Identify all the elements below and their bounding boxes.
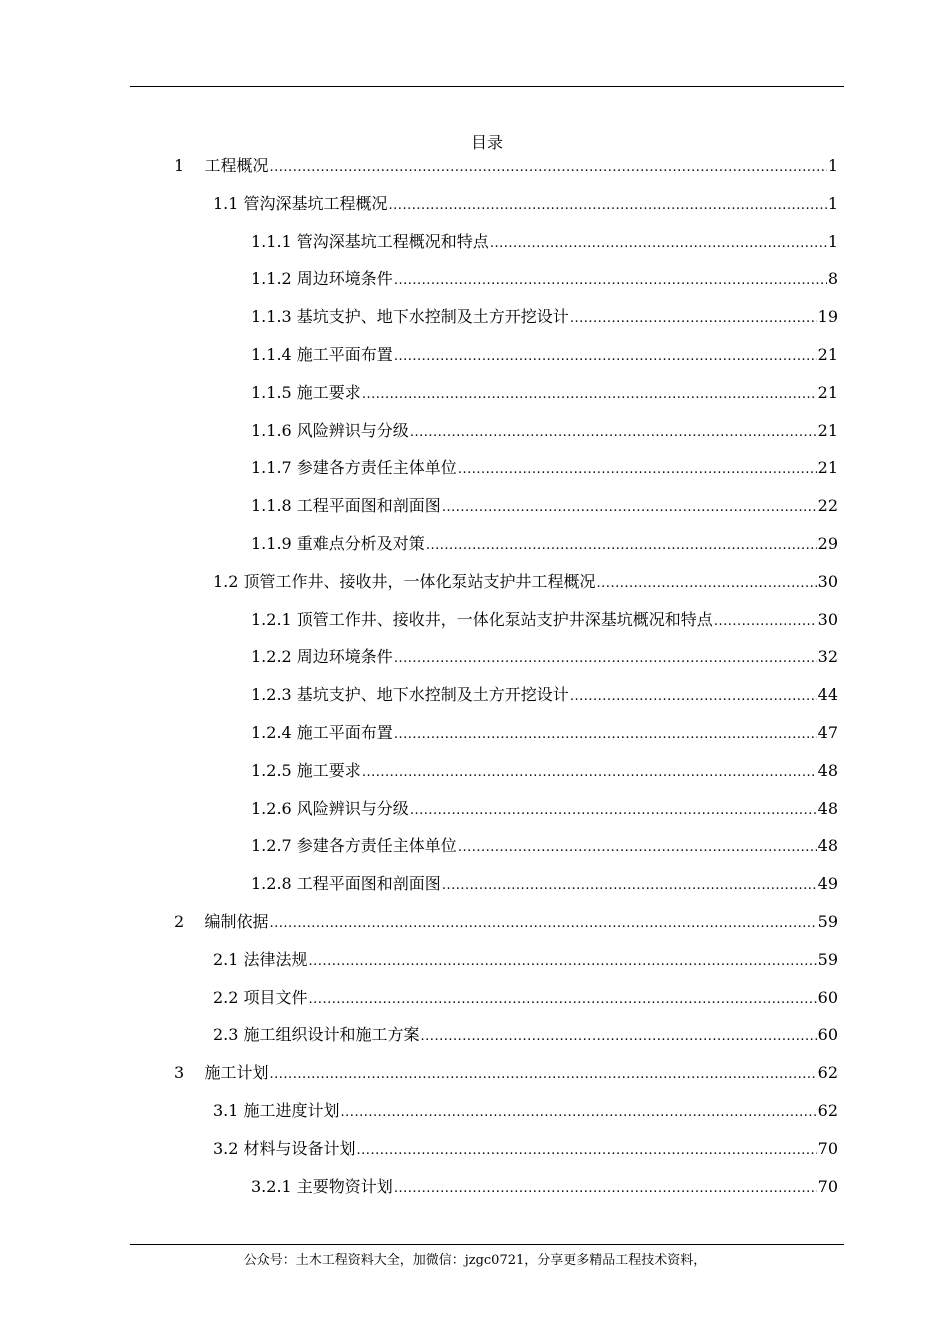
toc-entry[interactable] (251, 450, 838, 486)
toc-entry[interactable] (213, 942, 838, 978)
toc-leader-dots (410, 793, 817, 829)
toc-entry-label: 2.2 项目文件 (213, 987, 308, 1007)
toc-entry-label: 1.1.8 工程平面图和剖面图 (251, 496, 441, 516)
toc-entry-label: 1.1 管沟深基坑工程概况 (213, 193, 388, 213)
toc-entry-page: 44 (817, 685, 838, 705)
toc-leader-dots (442, 490, 817, 526)
footer-rule (130, 1244, 844, 1245)
toc-leader-dots (270, 906, 817, 942)
toc-entry-page: 19 (817, 307, 838, 327)
toc-entry-page: 21 (817, 458, 838, 478)
toc-leader-dots (394, 717, 817, 753)
toc-entry-page: 62 (817, 1063, 838, 1083)
toc-entry-page: 21 (817, 345, 838, 364)
toc-leader-dots (357, 1133, 817, 1169)
toc-entry[interactable] (251, 375, 838, 411)
toc-entry-page: 60 (817, 987, 838, 1007)
toc-entry-page: 8 (827, 269, 838, 289)
toc-entry-page: 30 (817, 571, 838, 591)
toc-title: 目录 (470, 133, 503, 152)
toc-entry-label: 1.1.9 重难点分析及对策 (251, 534, 425, 553)
toc-entry[interactable] (251, 1169, 838, 1205)
toc-entry-label: 1.1.5 施工要求 (251, 382, 361, 402)
toc-entry[interactable] (251, 602, 838, 638)
toc-entry[interactable] (174, 1055, 838, 1091)
toc-leader-dots (597, 566, 817, 602)
toc-entry-label: 2.1 法律法规 (213, 949, 308, 969)
toc-entry[interactable] (251, 753, 838, 789)
toc-entry-label: 1.2.4 施工平面布置 (251, 723, 393, 742)
toc-entry-page: 21 (817, 420, 838, 440)
toc-entry-page: 48 (817, 836, 838, 856)
toc-entry-page: 48 (817, 798, 838, 818)
toc-entry-page: 1 (827, 231, 838, 251)
toc-leader-dots (426, 528, 817, 564)
toc-entry-label: 1.2.6 风险辨识与分级 (251, 798, 409, 818)
toc-entry[interactable] (251, 791, 838, 827)
toc-entry-page: 62 (817, 1101, 838, 1120)
toc-entry-label: 1.1.7 参建各方责任主体单位 (251, 458, 457, 478)
toc-entry-label: 1.1.3 基坑支护、地下水控制及土方开挖设计 (251, 307, 569, 327)
toc-leader-dots (458, 830, 817, 866)
toc-entry-page: 21 (817, 382, 838, 402)
toc-entry[interactable] (251, 526, 838, 562)
toc-entry-page: 70 (817, 1138, 838, 1158)
toc-entry-label: 1 工程概况 (174, 156, 269, 175)
toc-entry-label: 1.2.5 施工要求 (251, 760, 361, 780)
toc-entry-page: 60 (817, 1025, 838, 1045)
toc-entry[interactable] (251, 677, 838, 713)
toc-leader-dots (309, 982, 817, 1018)
toc-leader-dots (570, 301, 817, 337)
toc-leader-dots (389, 188, 827, 224)
toc-entry-label: 1.1.4 施工平面布置 (251, 345, 393, 364)
toc-entry-page: 32 (817, 647, 838, 667)
toc-entry[interactable] (251, 337, 838, 373)
toc-leader-dots (490, 226, 827, 262)
toc-entry[interactable] (251, 261, 838, 297)
toc-leader-dots (309, 944, 817, 980)
toc-entry-label: 1.2 顶管工作井、接收井，一体化泵站支护井工程概况 (213, 571, 596, 591)
toc-entry-page: 49 (817, 874, 838, 894)
toc-leader-dots (270, 150, 827, 186)
toc-entry-label: 1.2.3 基坑支护、地下水控制及土方开挖设计 (251, 685, 569, 705)
toc-entry[interactable] (251, 715, 838, 751)
toc-entry-page: 1 (827, 193, 838, 213)
toc-entry-page: 70 (817, 1176, 838, 1196)
toc-leader-dots (442, 868, 817, 904)
toc-entry[interactable] (251, 224, 838, 260)
header-rule (130, 86, 844, 87)
toc-entry-label: 1.2.2 周边环境条件 (251, 647, 393, 667)
toc-entry-label: 1.2.8 工程平面图和剖面图 (251, 874, 441, 894)
toc-leader-dots (570, 679, 817, 715)
toc-entry[interactable] (251, 866, 838, 902)
toc-entry-label: 1.2.1 顶管工作井、接收井，一体化泵站支护井深基坑概况和特点 (251, 609, 713, 629)
toc-leader-dots (714, 604, 817, 640)
toc-entry-label: 3.1 施工进度计划 (213, 1101, 340, 1120)
toc-entry[interactable] (174, 904, 838, 940)
toc-leader-dots (270, 1057, 817, 1093)
toc-leader-dots (362, 755, 817, 791)
toc-entry[interactable] (251, 488, 838, 524)
toc-entry[interactable] (251, 639, 838, 675)
toc-entry-page: 22 (817, 496, 838, 516)
toc-entry-label: 3.2.1 主要物资计划 (251, 1176, 393, 1196)
toc-entry[interactable] (213, 1131, 838, 1167)
toc-entry-label: 1.1.2 周边环境条件 (251, 269, 393, 289)
toc-leader-dots (394, 641, 817, 677)
toc-entry-page: 59 (817, 949, 838, 969)
toc-entry[interactable] (213, 980, 838, 1016)
toc-entry-label: 1.1.6 风险辨识与分级 (251, 420, 409, 440)
toc-entry-label: 1.2.7 参建各方责任主体单位 (251, 836, 457, 856)
toc-entry-label: 3.2 材料与设备计划 (213, 1138, 356, 1158)
toc-entry-label: 2.3 施工组织设计和施工方案 (213, 1025, 420, 1045)
toc-entry-page: 48 (817, 760, 838, 780)
toc-entry[interactable] (213, 564, 838, 600)
toc-entry-page: 29 (817, 534, 838, 553)
toc-entry-page: 1 (827, 156, 838, 175)
toc-entry-page: 30 (817, 609, 838, 629)
toc-leader-dots (394, 1171, 817, 1207)
toc-entry[interactable] (251, 828, 838, 864)
toc-leader-dots (410, 415, 817, 451)
toc-leader-dots (394, 339, 817, 375)
toc-leader-dots (341, 1095, 817, 1131)
toc-entry[interactable] (174, 148, 838, 184)
toc-entry[interactable] (251, 299, 838, 335)
toc-entry-page: 59 (817, 912, 838, 931)
toc-entry[interactable] (213, 1017, 838, 1053)
toc-entry[interactable] (251, 413, 838, 449)
toc-entry[interactable] (213, 1093, 838, 1129)
toc-leader-dots (394, 263, 827, 299)
toc-leader-dots (458, 452, 817, 488)
toc-leader-dots (421, 1019, 817, 1055)
toc-leader-dots (362, 377, 817, 413)
toc-entry-page: 47 (817, 723, 838, 742)
toc-entry-label: 3 施工计划 (174, 1063, 269, 1083)
toc-entry[interactable] (213, 186, 838, 222)
toc-entry-label: 2 编制依据 (174, 912, 269, 931)
toc-entry-label: 1.1.1 管沟深基坑工程概况和特点 (251, 231, 489, 251)
footer-note: 公众号：土木工程资料大全，加微信：jzgc0721，分享更多精品工程技术资料， (243, 1253, 707, 1268)
